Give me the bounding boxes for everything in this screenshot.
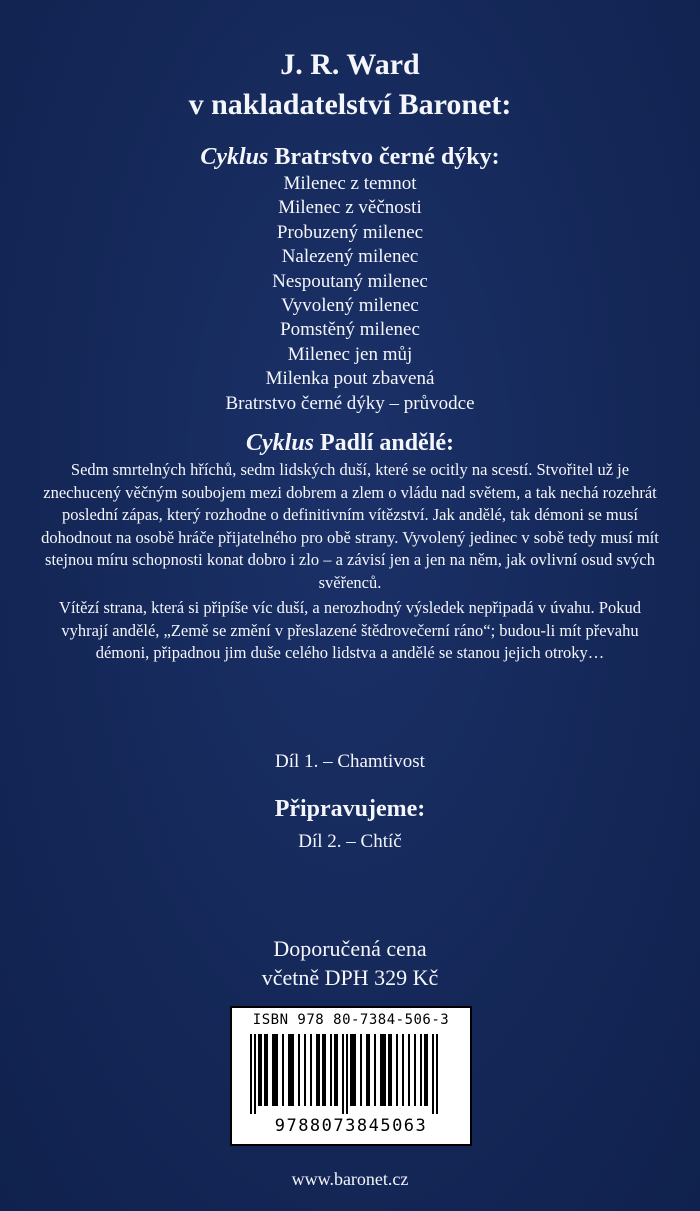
list-item: Vyvolený milenec <box>281 295 419 317</box>
barcode-bar <box>380 1034 386 1106</box>
list-item: Milenec z temnot <box>283 173 417 194</box>
barcode-bar <box>424 1034 428 1106</box>
barcode-bar <box>360 1034 362 1106</box>
barcode-bar <box>330 1034 332 1106</box>
publisher-line: v nakladatelství Baronet: <box>188 88 512 121</box>
barcode-bar <box>402 1034 404 1106</box>
list-item: Nalezený milenec <box>281 246 419 268</box>
barcode-bar <box>414 1034 416 1106</box>
list-item: Milenec z věčnosti <box>278 197 422 219</box>
barcode-bars-icon <box>250 1034 458 1114</box>
series2-prefix: Cyklus <box>245 430 314 456</box>
barcode-bar <box>316 1034 320 1106</box>
price-value: včetně DPH 329 Kč <box>261 965 439 990</box>
series1-prefix: Cyklus <box>200 144 269 170</box>
barcode-bar <box>322 1034 326 1106</box>
barcode-bar <box>254 1034 256 1114</box>
series2-title <box>0 429 700 457</box>
isbn-text: ISBN 978 80-7384-506-3 <box>252 1012 450 1028</box>
series1-title <box>0 143 700 171</box>
series1-name: Bratrstvo černé dýky: <box>274 144 500 170</box>
barcode-bar <box>298 1034 300 1106</box>
list-item: Probuzený milenec <box>276 221 424 243</box>
barcode-bar <box>374 1034 376 1106</box>
barcode-bar <box>432 1034 434 1114</box>
barcode-bar <box>264 1034 268 1106</box>
barcode-bar <box>408 1034 410 1106</box>
barcode-bar <box>272 1034 278 1106</box>
list-item: Milenka pout zbavená <box>265 368 435 390</box>
volume-1-line: Díl 1. – Chamtivost <box>275 751 425 772</box>
barcode <box>230 1006 472 1146</box>
list-item: Bratrstvo černé dýky – průvodce <box>225 392 475 414</box>
blurb-paragraph-2: Vítězí strana, která si připíše víc duší, a nerozhodný výsledek nepřipadá v úvahu. Pokud vyhrají andělé, „Země se změní v přeslazené štědrovečerní ráno“; budou-li mít převahu démoni, připadnou jim duše celého lidstva a andělé se stanou jejich otroky… <box>59 598 641 662</box>
blurb-paragraph-1: Sedm smrtelných hříchů, sedm lidských duší, které se ocitly na scestí. Stvořitel už je znechucený věčným soubojem mezi dobrem a zlem o vládu nad světem, a tak nechá rozehrát poslední zápas, který rozhodne o definitivním vítězství. Jak andělé, tak démoni se musí dohodnout na osobě hráče přijatelného pro obě strany. Vyvolený jedinec v sobě tedy musí mít stejnou míru schopnosti konat dobro i zlo – a závisí jen a jen na něm, jak ovlivní osud svých svěřenců. <box>41 460 659 592</box>
barcode-bar <box>310 1034 312 1106</box>
author-name: J. R. Ward <box>280 48 420 81</box>
barcode-bar <box>388 1034 392 1106</box>
ean-digits: 9788073845063 <box>274 1116 428 1136</box>
price-label: Doporučená cena <box>273 936 427 961</box>
series1-book-list <box>0 172 700 416</box>
volume-2-line: Díl 2. – Chtíč <box>298 831 402 852</box>
barcode-bar <box>342 1034 344 1114</box>
barcode-bar <box>420 1034 422 1106</box>
list-item: Pomstěný milenec <box>280 319 420 341</box>
website-url: www.baronet.cz <box>291 1169 409 1189</box>
list-item: Milenec jen můj <box>287 343 413 365</box>
barcode-bar <box>250 1034 252 1114</box>
barcode-bar <box>366 1034 370 1106</box>
barcode-bar <box>258 1034 262 1106</box>
barcode-bar <box>350 1034 356 1106</box>
barcode-bar <box>436 1034 438 1114</box>
barcode-bar <box>304 1034 306 1106</box>
barcode-bar <box>396 1034 398 1106</box>
barcode-bar <box>282 1034 284 1106</box>
barcode-bar <box>334 1034 338 1106</box>
series2-name: Padlí andělé: <box>320 430 455 456</box>
barcode-bar <box>346 1034 348 1114</box>
barcode-bar <box>288 1034 294 1106</box>
list-item: Nespoutaný milenec <box>272 270 428 292</box>
upcoming-title: Připravujeme: <box>274 796 426 822</box>
series2-blurb <box>40 459 660 665</box>
